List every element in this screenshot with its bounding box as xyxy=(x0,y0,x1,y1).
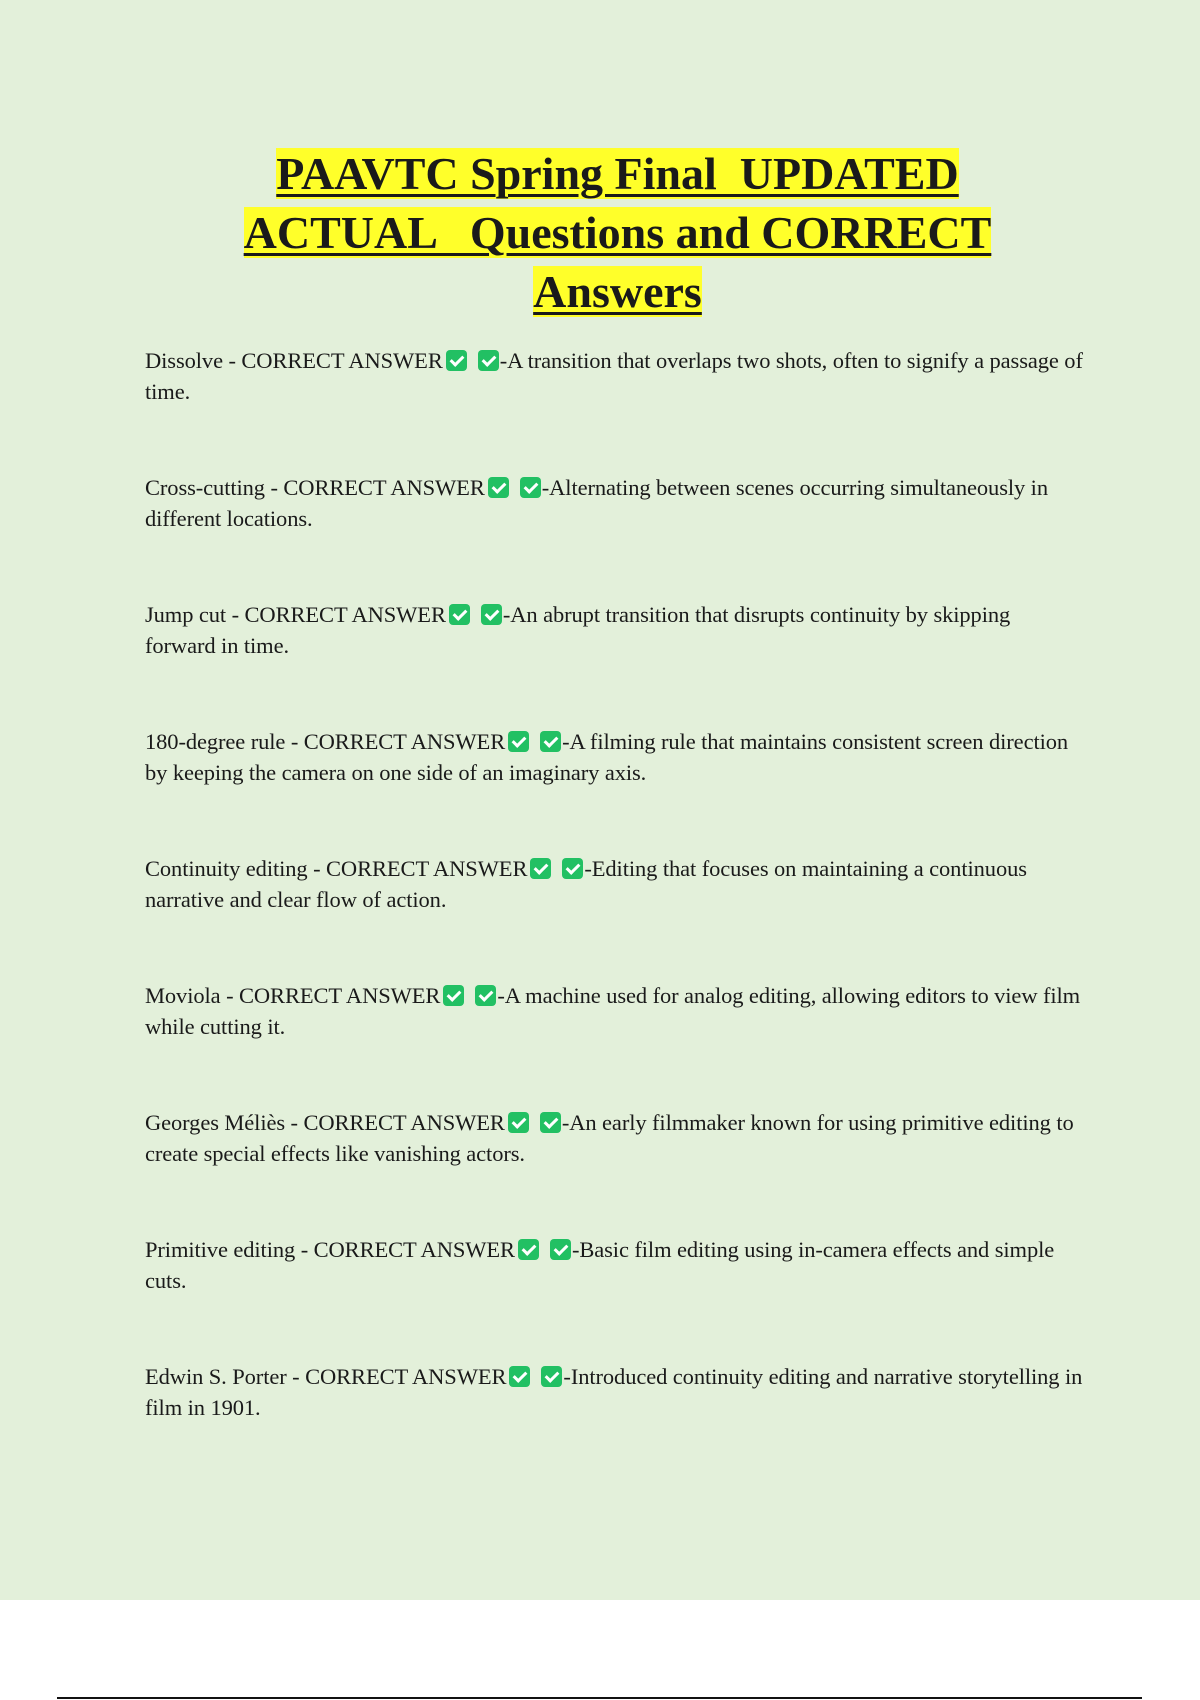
entry-definition: -A filming rule that maintains consistent screen direction by keeping the camera on one side of an imaginary axis. xyxy=(145,729,1069,785)
entry-definition: -Introduced continuity editing and narrative storytelling in film in 1901. xyxy=(145,1364,1083,1420)
entry-term: Jump cut xyxy=(145,602,227,627)
entry-answer-label: - CORRECT ANSWER xyxy=(285,1110,505,1135)
title-line: Answers xyxy=(533,266,702,317)
entry-term: Dissolve xyxy=(145,348,223,373)
entry-definition: -A transition that overlaps two shots, often to signify a passage of time. xyxy=(145,348,1083,404)
title-line: ACTUAL Questions and CORRECT xyxy=(243,207,992,258)
entry-answer-label: - CORRECT ANSWER xyxy=(264,475,485,500)
check-mark-icon xyxy=(520,477,541,498)
entry-answer-label: - CORRECT ANSWER xyxy=(220,983,441,1008)
entry-definition: -An abrupt transition that disrupts continuity by skipping forward in time. xyxy=(145,602,1011,658)
check-mark-icon xyxy=(475,985,496,1006)
entry-definition: -Editing that focuses on maintaining a continuous narrative and clear flow of action. xyxy=(145,856,1027,912)
entry-definition: -Alternating between scenes occurring simultaneously in different locations. xyxy=(145,475,1048,531)
entry-term: Georges Méliès xyxy=(145,1110,286,1135)
entry-answer-label: - CORRECT ANSWER xyxy=(307,856,528,881)
entry-definition: -A machine used for analog editing, allowing editors to view film while cutting it. xyxy=(145,983,1081,1039)
qa-entry xyxy=(145,472,1085,569)
qa-entry xyxy=(145,1107,1085,1204)
entry-definition: -An early filmmaker known for using primitive editing to create special effects like vanishing actors. xyxy=(145,1110,1074,1166)
qa-list xyxy=(145,345,1085,1488)
check-mark-icon xyxy=(488,477,509,498)
title-line: PAAVTC Spring Final UPDATED xyxy=(276,148,959,199)
entry-answer-label: - CORRECT ANSWER xyxy=(285,729,506,754)
entry-term: Edwin S. Porter xyxy=(145,1364,287,1389)
check-mark-icon xyxy=(481,604,502,625)
check-mark-icon xyxy=(478,350,499,371)
entry-term: Continuity editing xyxy=(145,856,308,881)
footer-divider xyxy=(57,1697,1142,1699)
entry-term: Primitive editing xyxy=(145,1237,296,1262)
check-mark-icon xyxy=(530,858,551,879)
check-mark-icon xyxy=(540,1112,561,1133)
qa-entry xyxy=(145,1234,1085,1331)
qa-entry xyxy=(145,980,1085,1077)
check-mark-icon xyxy=(508,1112,529,1133)
entry-answer-label: - CORRECT ANSWER xyxy=(226,602,446,627)
entry-answer-label: - CORRECT ANSWER xyxy=(295,1237,515,1262)
check-mark-icon xyxy=(508,731,529,752)
entry-definition: -Basic film editing using in-camera effects and simple cuts. xyxy=(145,1237,1055,1293)
entry-answer-label: - CORRECT ANSWER xyxy=(286,1364,507,1389)
entry-answer-label: - CORRECT ANSWER xyxy=(222,348,443,373)
check-mark-icon xyxy=(541,1366,562,1387)
entry-term: Cross-cutting xyxy=(145,475,265,500)
qa-entry xyxy=(145,345,1085,442)
qa-entry xyxy=(145,1361,1085,1458)
qa-entry xyxy=(145,599,1085,696)
check-mark-icon xyxy=(562,858,583,879)
entry-term: Moviola xyxy=(145,983,221,1008)
check-mark-icon xyxy=(443,985,464,1006)
check-mark-icon xyxy=(550,1239,571,1260)
check-mark-icon xyxy=(509,1366,530,1387)
check-mark-icon xyxy=(449,604,470,625)
check-mark-icon xyxy=(518,1239,539,1260)
check-mark-icon xyxy=(540,731,561,752)
entry-term: 180-degree rule xyxy=(145,729,286,754)
qa-entry xyxy=(145,726,1085,823)
qa-entry xyxy=(145,853,1085,950)
document-title xyxy=(100,144,1135,321)
check-mark-icon xyxy=(446,350,467,371)
